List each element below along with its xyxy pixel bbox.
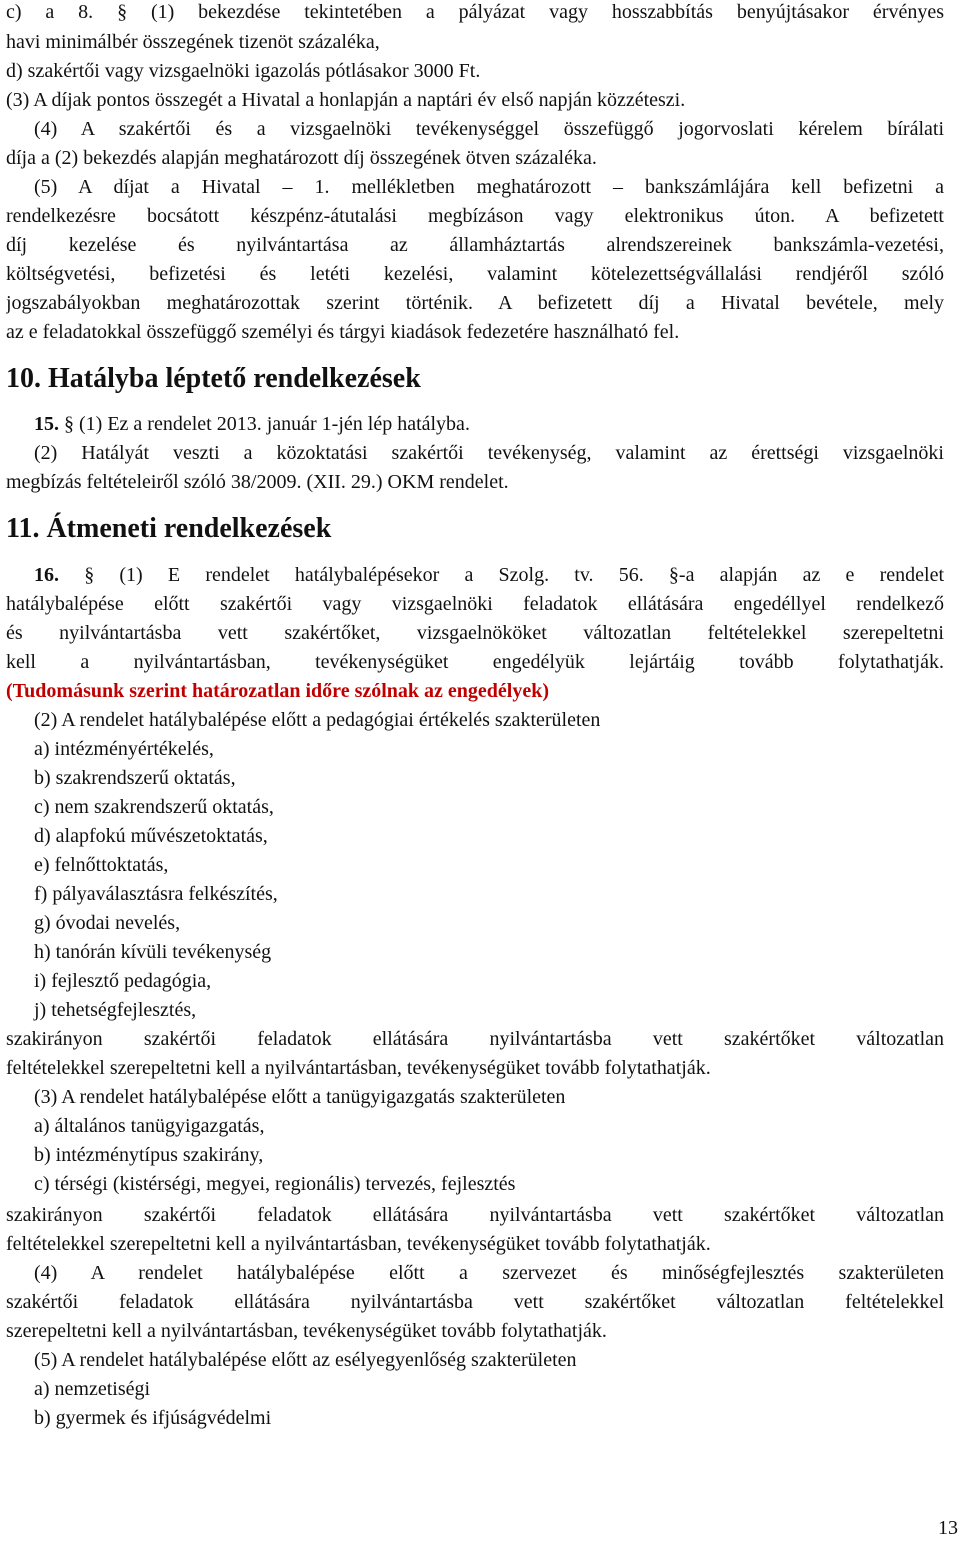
text-line: c) a 8. § (1) bekezdése tekintetében a pályázat vagy hosszabbítás benyújtásakor érvényes: [6, 1, 944, 23]
text-line: hatálybalépése előtt szakértői vagy vizsgaelnöki feladatok ellátására engedéllyel rendelkező: [6, 593, 944, 615]
paragraph-text: § (1) E rendelet hatálybalépésekor a Szolg. tv. 56. §-a alapján az e rendelet: [84, 564, 944, 586]
text-line: díj kezelése és nyilvántartása az államháztartás alrendszereinek bankszámla-vezetési,: [6, 234, 944, 256]
list-item: c) nem szakrendszerű oktatás,: [34, 796, 274, 818]
list-item: a) intézményértékelés,: [34, 738, 214, 760]
text-line: feltételekkel szerepeltetni kell a nyilvántartásban, tevékenységüket tovább folytathatják.: [6, 1057, 711, 1079]
list-item: f) pályaválasztásra felkészítés,: [34, 883, 278, 905]
highlighted-note: (Tudomásunk szerint határozatlan időre szólnak az engedélyek): [6, 680, 549, 702]
text-line: rendelkezésre bocsátott készpénz-átutalási megbízáson vagy elektronikus úton. A befizetett: [6, 205, 944, 227]
list-item: d) alapfokú művészetoktatás,: [34, 825, 268, 847]
list-item: a) nemzetiségi: [34, 1378, 151, 1400]
list-item: j) tehetségfejlesztés,: [34, 999, 197, 1021]
text-line: (5) A rendelet hatálybalépése előtt az esélyegyenlőség szakterületen: [34, 1349, 577, 1371]
list-item: b) intézménytípus szakirány,: [34, 1144, 264, 1166]
list-item: a) általános tanügyigazgatás,: [34, 1115, 265, 1137]
text-line: (4) A szakértői és a vizsgaelnöki tevékenységgel összefüggő jogorvoslati kérelem bírálati: [34, 118, 944, 140]
text-line: szakirányon szakértői feladatok ellátására nyilvántartásba vett szakértőket változatlan: [6, 1028, 944, 1050]
section-heading: 11. Átmeneti rendelkezések: [6, 513, 332, 544]
list-item: c) térségi (kistérségi, megyei, regionális) tervezés, fejlesztés: [34, 1173, 516, 1195]
list-item: g) óvodai nevelés,: [34, 912, 181, 934]
text-line: szakirányon szakértői feladatok ellátására nyilvántartásba vett szakértőket változatlan: [6, 1204, 944, 1226]
paragraph-number: 16.: [34, 564, 59, 586]
text-line: az e feladatokkal összefüggő személyi és tárgyi kiadások fedezetére használható fel.: [6, 321, 680, 343]
text-line: díja a (2) bekezdés alapján meghatározott díj összegének ötven százaléka.: [6, 147, 597, 169]
paragraph-number: 15.: [34, 413, 59, 435]
list-item: e) felnőttoktatás,: [34, 854, 169, 876]
text-line: kell a nyilvántartásban, tevékenységüket engedélyük lejártáig tovább folytathatják.: [6, 651, 944, 673]
text-line: feltételekkel szerepeltetni kell a nyilvántartásban, tevékenységüket tovább folytathatják.: [6, 1233, 711, 1255]
text-line: (2) Hatályát veszti a közoktatási szakértői tevékenység, valamint az érettségi vizsgaelnöki: [34, 442, 944, 464]
page-number: 13: [938, 1517, 958, 1539]
text-line: szakértői feladatok ellátására nyilvántartásba vett szakértőket változatlan feltételekkel: [6, 1291, 944, 1313]
text-line: (4) A rendelet hatálybalépése előtt a szervezet és minőségfejlesztés szakterületen: [34, 1262, 944, 1284]
paragraph-text: § (1) Ez a rendelet 2013. január 1-jén lép hatályba.: [64, 413, 470, 435]
text-line: havi minimálbér összegének tizenöt százaléka,: [6, 31, 380, 53]
text-line: (2) A rendelet hatálybalépése előtt a pedagógiai értékelés szakterületen: [34, 709, 601, 731]
text-line: (5) A díjat a Hivatal – 1. mellékletben meghatározott – bankszámlájára kell befizetni a: [34, 176, 944, 198]
paragraph-line: [34, 412, 470, 436]
list-item: i) fejlesztő pedagógia,: [34, 970, 212, 992]
paragraph-line: [34, 563, 944, 587]
text-line: megbízás feltételeiről szóló 38/2009. (XII. 29.) OKM rendelet.: [6, 471, 509, 493]
list-item: h) tanórán kívüli tevékenység: [34, 941, 272, 963]
list-item: b) szakrendszerű oktatás,: [34, 767, 236, 789]
text-line: d) szakértői vagy vizsgaelnöki igazolás pótlásakor 3000 Ft.: [6, 60, 481, 82]
text-line: és nyilvántartásba vett szakértőket, vizsgaelnököket változatlan feltételekkel szerepeltetni: [6, 622, 944, 644]
list-item: b) gyermek és ifjúságvédelmi: [34, 1407, 272, 1429]
section-heading: 10. Hatályba léptető rendelkezések: [6, 363, 421, 394]
text-line: (3) A díjak pontos összegét a Hivatal a honlapján a naptári év első napján közzéteszi.: [6, 89, 686, 111]
text-line: költségvetési, befizetési és letéti kezelési, valamint kötelezettségvállalási rendjéről szóló: [6, 263, 944, 285]
text-line: szerepeltetni kell a nyilvántartásban, tevékenységüket tovább folytathatják.: [6, 1320, 607, 1342]
text-line: jogszabályokban meghatározottak szerint történik. A befizetett díj a Hivatal bevétele, mely: [6, 292, 944, 314]
text-line: (3) A rendelet hatálybalépése előtt a tanügyigazgatás szakterületen: [34, 1086, 566, 1108]
